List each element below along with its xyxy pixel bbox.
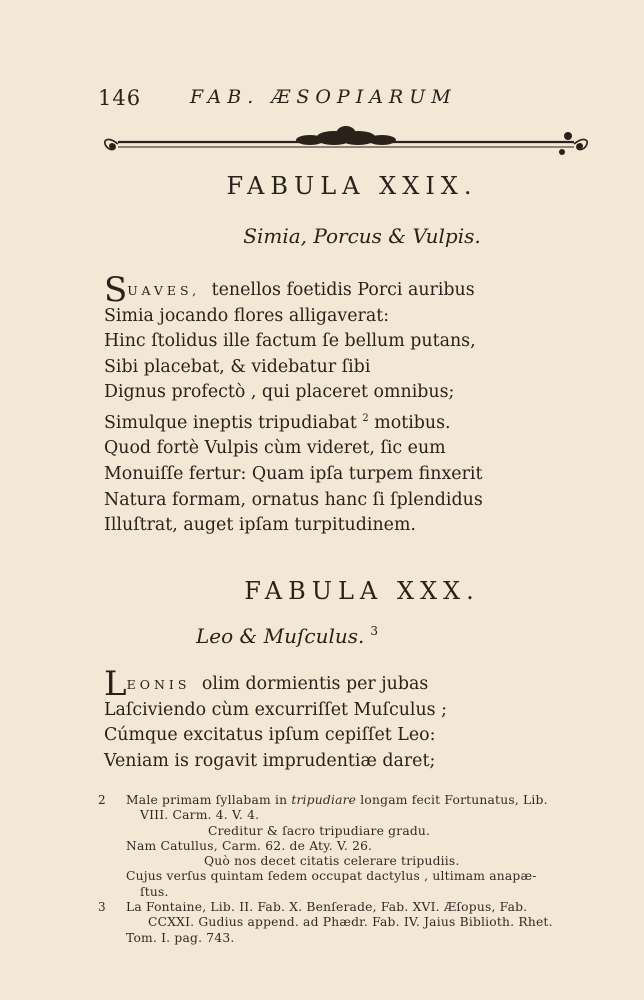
footnote-2: 2 Male primam ſyllabam in tripudiare longam fecit Fortunatus, Lib. — [98, 793, 548, 807]
footnote-line: VIII. Carm. 4. V. 4. — [140, 808, 260, 823]
verse-line: Veniam is rogavit imprudentiæ daret; — [104, 750, 436, 771]
drop-cap: S — [104, 270, 128, 310]
verse-line: Illuſtrat, auget ipſam turpitudinem. — [104, 515, 416, 536]
footnote-ref: 3 — [370, 624, 379, 639]
verse-line: Cúmque excitatus ipſum cepiſſet Leo: — [104, 725, 436, 746]
footnotes — [98, 793, 624, 946]
footnote-line: CCXXI. Gudius append. ad Phædr. Fab. IV. Jaius Biblioth. Rhet. — [148, 915, 553, 930]
first-word: EONIS — [126, 677, 191, 692]
drop-cap: L — [104, 664, 127, 704]
footnote-line: Quò nos decet citatis celerare tripudiis. — [204, 854, 460, 869]
fable-subtitle-29: Simia, Porcus & Vulpis. — [243, 224, 481, 248]
footnote-line: Creditur & ſacro tripudiare gradu. — [208, 823, 431, 838]
verse-line: Simulque ineptis tripudiabat $^2$ motibus. — [104, 412, 451, 433]
fable-text-29 — [104, 270, 624, 539]
footnote-number: 2 — [98, 793, 106, 807]
footnote-line: Nam Catullus, Carm. 62. de Aty. V. 26. — [126, 838, 373, 853]
footnote-line: Cujus verſus quintam ſedem occupat dactylus , ultimam anapæ- — [126, 869, 537, 884]
fable-subtitle-30: Leo & Muſculus. $^3$ — [195, 624, 379, 648]
footnote-line: ſtus. — [140, 884, 169, 899]
fable-text-30 — [104, 664, 624, 774]
verse-line: Quod fortè Vulpis cùm videret, ſic eum — [104, 438, 446, 459]
verse-line: Dignus profectò , qui placeret omnibus; — [104, 382, 455, 403]
verse-line: Monuiſſe fertur: Quam ipſa turpem finxerit — [104, 463, 483, 484]
fable-title-29: FABULA XXIX. — [226, 172, 478, 200]
first-word: UAVES, — [127, 283, 201, 298]
verse-line: LEONIS olim dormientis per jubas — [104, 664, 429, 704]
fable-title-30: FABULA XXX. — [244, 577, 480, 605]
verse-line: Sibi placebat, & videbatur ſibi — [104, 356, 371, 377]
ornamental-rule-icon — [98, 122, 594, 166]
verse-line: Simia jocando flores alligaverat: — [104, 305, 390, 326]
running-title: FAB. ÆSOPIARUM — [190, 86, 457, 108]
page-number: 146 — [98, 86, 142, 110]
footnote-3: 3 La Fontaine, Lib. II. Fab. X. Benſerade, Fab. XVI. Æſopus, Fab. — [98, 900, 528, 915]
verse-line: Hinc ſtolidus ille factum ſe bellum putans, — [104, 331, 476, 352]
footnote-line: Tom. I. pag. 743. — [126, 930, 235, 945]
verse-line: SUAVES, tenellos foetidis Porci auribus — [104, 270, 475, 310]
verse-line: Laſciviendo cùm excurriſſet Muſculus ; — [104, 699, 447, 720]
footnote-ref: 2 — [362, 412, 369, 424]
verse-line: Natura formam, ornatus hanc ſi ſplendidus — [104, 489, 483, 510]
footnote-number: 3 — [98, 900, 106, 915]
